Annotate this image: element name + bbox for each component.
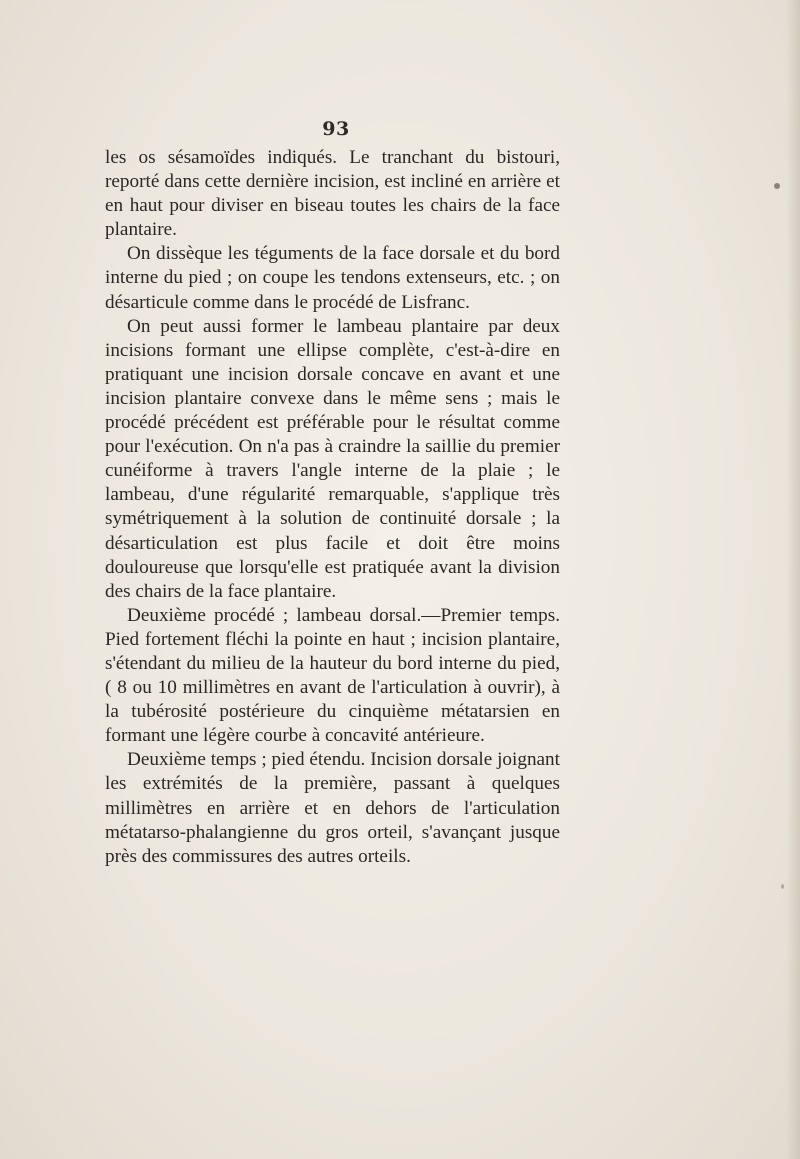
- paragraph-3: On peut aussi former le lambeau plantaire par deux incisions formant une ellipse complète, c'est-à-dire en pratiquant une incision dorsale concave en avant et une incision plantaire convexe dans le même sens ; mais le procédé précédent est préférable pour le résultat comme pour l'exécution. On n'a pas à craindre la saillie du premier cunéiforme à travers l'angle interne de la plaie ; le lambeau, d'une régularité remarquable, s'applique très symétriquement à la solution de continuité dorsale ; la désarticulation est plus facile et doit être moins douloureuse que lorsqu'elle est pratiquée avant la division des chairs de la face plantaire.: [105, 315, 560, 602]
- paragraph-2: On dissèque les téguments de la face dorsale et du bord interne du pied ; on coupe les tendons extenseurs, etc. ; on désarticule comme dans le procédé de Lisfranc.: [105, 243, 560, 313]
- paper-speck: [781, 884, 784, 889]
- paper-speck: [774, 183, 780, 189]
- paragraph-1: les os sésamoïdes indiqués. Le tranchant du bistouri, reporté dans cette dernière incision, est incliné en arrière et en haut pour diviser en biseau toutes les chairs de la face plantaire.: [105, 147, 560, 241]
- paragraph-5: Deuxième temps ; pied étendu. Incision dorsale joignant les extrémités de la première, passant à quelques millimètres en arrière et en dehors de l'articulation métatarso-phalangienne du gros orteil, s'avançant jusque près des commissures des autres orteils.: [105, 749, 560, 867]
- body-text: [105, 146, 560, 869]
- paragraph-4: Deuxième procédé ; lambeau dorsal.—Premier temps. Pied fortement fléchi la pointe en haut ; incision plantaire, s'étendant du milieu de la hauteur du bord interne du pied, ( 8 ou 10 millimètres en avant de l'articulation à ouvrir), à la tubérosité postérieure du cinquième métatarsien en formant une légère courbe à concavité antérieure.: [105, 604, 560, 747]
- page-edge-shadow: [786, 0, 800, 1159]
- page-number: 93: [322, 118, 350, 140]
